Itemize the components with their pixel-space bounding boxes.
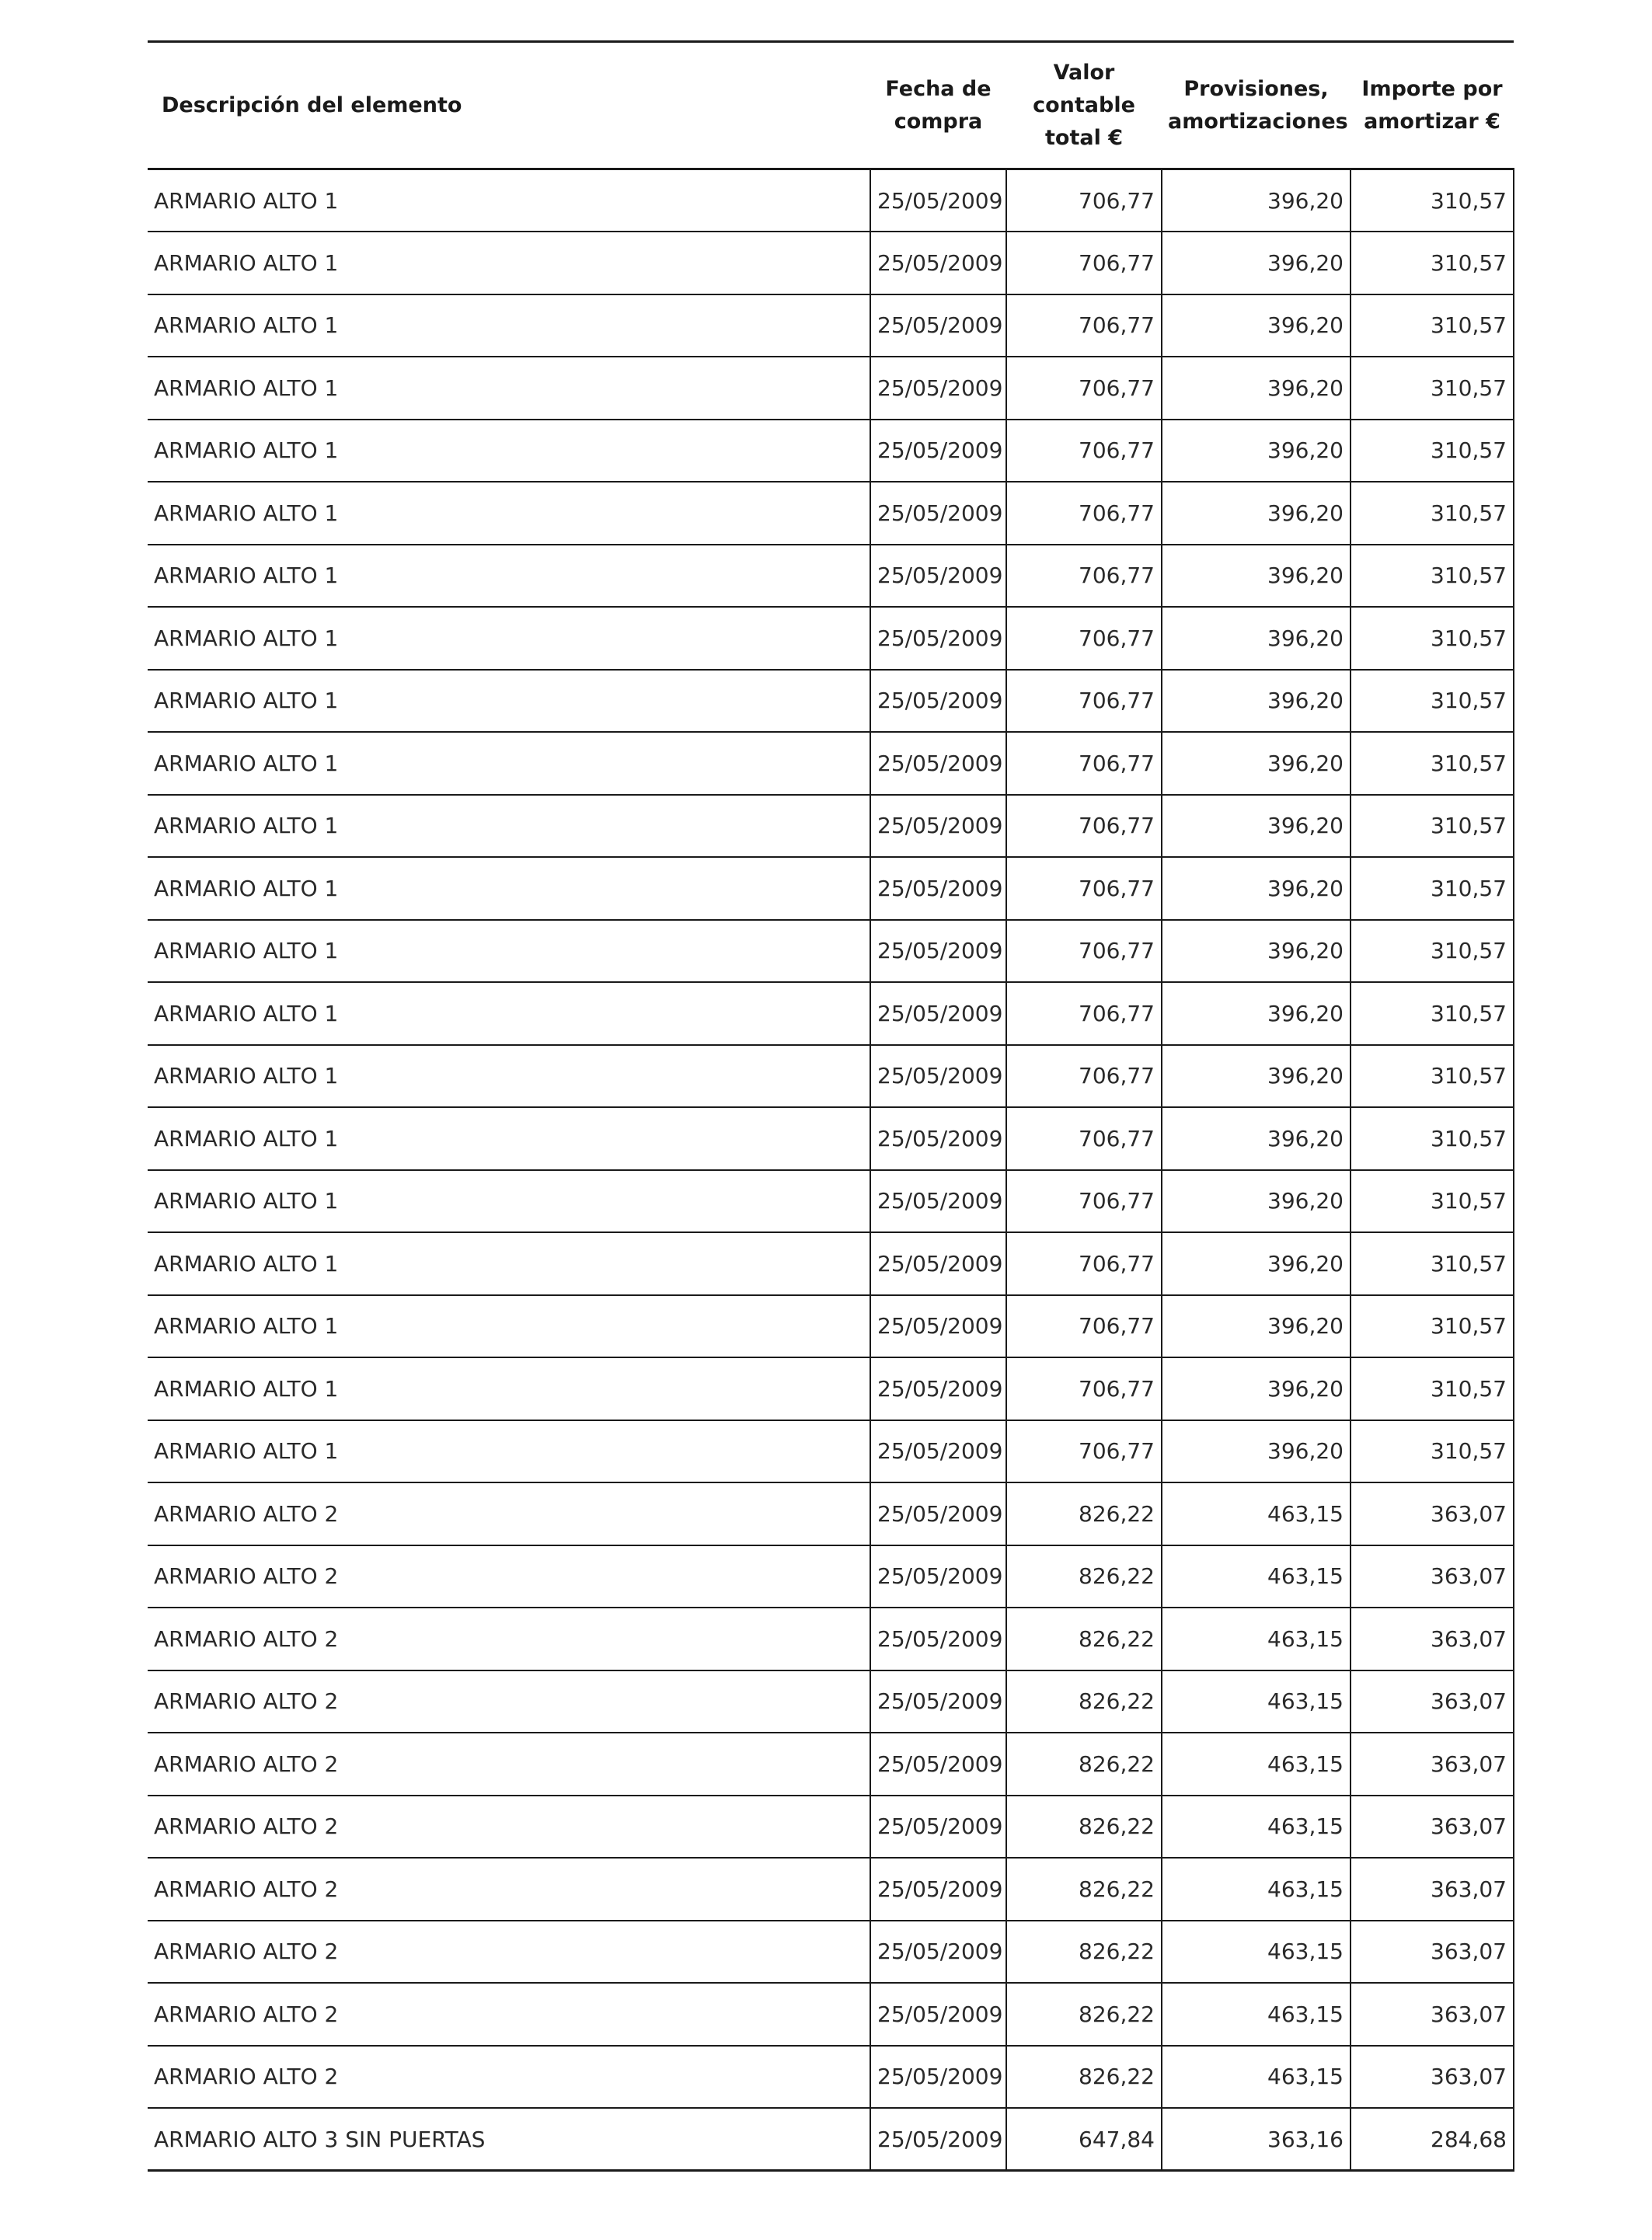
table-row — [148, 294, 1514, 357]
cell-provisiones: 396,20 — [1162, 1420, 1351, 1483]
cell-descripcion: ARMARIO ALTO 2 — [148, 1983, 870, 2046]
cell-provisiones: 463,15 — [1162, 1670, 1351, 1733]
cell-valor-contable: 706,77 — [1006, 232, 1162, 294]
cell-fecha-compra: 25/05/2009 — [870, 607, 1006, 670]
cell-importe-por-amortizar: 363,07 — [1351, 1608, 1514, 1670]
table-row — [148, 1858, 1514, 1921]
table-header — [148, 42, 1514, 169]
cell-valor-contable: 826,22 — [1006, 1545, 1162, 1608]
cell-descripcion: ARMARIO ALTO 1 — [148, 1045, 870, 1108]
header-valor-line-3: total € — [1044, 125, 1124, 150]
cell-fecha-compra: 25/05/2009 — [870, 1357, 1006, 1420]
cell-importe-por-amortizar: 310,57 — [1351, 1357, 1514, 1420]
cell-fecha-compra: 25/05/2009 — [870, 982, 1006, 1045]
cell-valor-contable: 706,77 — [1006, 732, 1162, 795]
cell-fecha-compra: 25/05/2009 — [870, 2108, 1006, 2171]
cell-provisiones: 463,15 — [1162, 1921, 1351, 1984]
cell-valor-contable: 826,22 — [1006, 1608, 1162, 1670]
cell-importe-por-amortizar: 363,07 — [1351, 2046, 1514, 2109]
cell-importe-por-amortizar: 363,07 — [1351, 1545, 1514, 1608]
cell-importe-por-amortizar: 310,57 — [1351, 857, 1514, 920]
cell-valor-contable: 826,22 — [1006, 1921, 1162, 1984]
table-body — [148, 169, 1514, 2171]
header-valor-line-2: contable — [1033, 92, 1135, 117]
cell-descripcion: ARMARIO ALTO 1 — [148, 857, 870, 920]
cell-importe-por-amortizar: 310,57 — [1351, 920, 1514, 983]
cell-importe-por-amortizar: 310,57 — [1351, 482, 1514, 545]
cell-provisiones: 463,15 — [1162, 1796, 1351, 1859]
cell-fecha-compra: 25/05/2009 — [870, 1921, 1006, 1984]
cell-provisiones: 396,20 — [1162, 357, 1351, 420]
cell-importe-por-amortizar: 310,57 — [1351, 1295, 1514, 1358]
cell-provisiones: 396,20 — [1162, 420, 1351, 482]
cell-descripcion: ARMARIO ALTO 2 — [148, 1670, 870, 1733]
cell-valor-contable: 826,22 — [1006, 2046, 1162, 2109]
cell-fecha-compra: 25/05/2009 — [870, 1170, 1006, 1233]
cell-descripcion: ARMARIO ALTO 1 — [148, 670, 870, 733]
cell-importe-por-amortizar: 363,07 — [1351, 1670, 1514, 1733]
cell-descripcion: ARMARIO ALTO 1 — [148, 294, 870, 357]
cell-descripcion: ARMARIO ALTO 1 — [148, 1170, 870, 1233]
cell-fecha-compra: 25/05/2009 — [870, 232, 1006, 294]
cell-provisiones: 396,20 — [1162, 670, 1351, 733]
table-row — [148, 420, 1514, 482]
table-row — [148, 732, 1514, 795]
cell-descripcion: ARMARIO ALTO 1 — [148, 982, 870, 1045]
cell-valor-contable: 706,77 — [1006, 982, 1162, 1045]
cell-fecha-compra: 25/05/2009 — [870, 2046, 1006, 2109]
cell-importe-por-amortizar: 310,57 — [1351, 795, 1514, 858]
cell-importe-por-amortizar: 310,57 — [1351, 357, 1514, 420]
cell-fecha-compra: 25/05/2009 — [870, 294, 1006, 357]
cell-provisiones: 396,20 — [1162, 982, 1351, 1045]
cell-valor-contable: 826,22 — [1006, 1482, 1162, 1545]
table-row — [148, 670, 1514, 733]
cell-importe-por-amortizar: 310,57 — [1351, 294, 1514, 357]
cell-fecha-compra: 25/05/2009 — [870, 1983, 1006, 2046]
cell-importe-por-amortizar: 310,57 — [1351, 420, 1514, 482]
cell-fecha-compra: 25/05/2009 — [870, 1107, 1006, 1170]
cell-valor-contable: 706,77 — [1006, 1045, 1162, 1108]
cell-valor-contable: 706,77 — [1006, 1295, 1162, 1358]
cell-importe-por-amortizar: 310,57 — [1351, 1420, 1514, 1483]
table-row — [148, 1232, 1514, 1295]
header-fecha-line-1: Fecha de — [885, 76, 992, 101]
cell-fecha-compra: 25/05/2009 — [870, 1670, 1006, 1733]
cell-valor-contable: 706,77 — [1006, 482, 1162, 545]
cell-descripcion: ARMARIO ALTO 2 — [148, 1733, 870, 1796]
cell-fecha-compra: 25/05/2009 — [870, 1608, 1006, 1670]
header-importe — [1351, 42, 1514, 169]
cell-provisiones: 396,20 — [1162, 1170, 1351, 1233]
cell-descripcion: ARMARIO ALTO 1 — [148, 357, 870, 420]
cell-provisiones: 363,16 — [1162, 2108, 1351, 2171]
cell-valor-contable: 706,77 — [1006, 1232, 1162, 1295]
cell-importe-por-amortizar: 363,07 — [1351, 1733, 1514, 1796]
cell-importe-por-amortizar: 363,07 — [1351, 1921, 1514, 1984]
table-row — [148, 1045, 1514, 1108]
cell-importe-por-amortizar: 310,57 — [1351, 670, 1514, 733]
cell-descripcion: ARMARIO ALTO 2 — [148, 1482, 870, 1545]
table-row — [148, 1170, 1514, 1233]
cell-valor-contable: 826,22 — [1006, 1670, 1162, 1733]
cell-descripcion: ARMARIO ALTO 1 — [148, 1357, 870, 1420]
cell-provisiones: 396,20 — [1162, 1357, 1351, 1420]
cell-descripcion: ARMARIO ALTO 1 — [148, 1232, 870, 1295]
cell-fecha-compra: 25/05/2009 — [870, 420, 1006, 482]
cell-importe-por-amortizar: 363,07 — [1351, 1482, 1514, 1545]
cell-descripcion: ARMARIO ALTO 2 — [148, 1545, 870, 1608]
cell-importe-por-amortizar: 310,57 — [1351, 1045, 1514, 1108]
table-row — [148, 2046, 1514, 2109]
cell-provisiones: 396,20 — [1162, 1107, 1351, 1170]
cell-valor-contable: 706,77 — [1006, 1357, 1162, 1420]
cell-provisiones: 463,15 — [1162, 1545, 1351, 1608]
cell-importe-por-amortizar: 310,57 — [1351, 607, 1514, 670]
cell-provisiones: 396,20 — [1162, 732, 1351, 795]
cell-importe-por-amortizar: 284,68 — [1351, 2108, 1514, 2171]
table-row — [148, 920, 1514, 983]
header-provisiones-line-2: amortizaciones — [1168, 109, 1348, 134]
cell-descripcion: ARMARIO ALTO 2 — [148, 1608, 870, 1670]
cell-fecha-compra: 25/05/2009 — [870, 1420, 1006, 1483]
table-row — [148, 1545, 1514, 1608]
cell-provisiones: 396,20 — [1162, 294, 1351, 357]
header-importe-line-1: Importe por — [1361, 76, 1503, 101]
cell-importe-por-amortizar: 310,57 — [1351, 545, 1514, 608]
cell-descripcion: ARMARIO ALTO 1 — [148, 795, 870, 858]
cell-provisiones: 396,20 — [1162, 232, 1351, 294]
header-provisiones-line-1: Provisiones, — [1183, 76, 1329, 101]
asset-table — [148, 40, 1514, 2172]
table-row — [148, 857, 1514, 920]
cell-fecha-compra: 25/05/2009 — [870, 1482, 1006, 1545]
cell-importe-por-amortizar: 310,57 — [1351, 732, 1514, 795]
cell-valor-contable: 706,77 — [1006, 795, 1162, 858]
header-descripcion-text: Descripción del elemento — [162, 92, 462, 117]
header-valor-line-1: Valor — [1053, 60, 1115, 85]
cell-fecha-compra: 25/05/2009 — [870, 1796, 1006, 1859]
cell-fecha-compra: 25/05/2009 — [870, 169, 1006, 232]
header-provisiones — [1162, 42, 1351, 169]
header-valor — [1006, 42, 1162, 169]
table-row — [148, 1670, 1514, 1733]
table-row — [148, 482, 1514, 545]
cell-provisiones: 396,20 — [1162, 1045, 1351, 1108]
cell-descripcion: ARMARIO ALTO 3 SIN PUERTAS — [148, 2108, 870, 2171]
cell-descripcion: ARMARIO ALTO 1 — [148, 1107, 870, 1170]
cell-descripcion: ARMARIO ALTO 2 — [148, 1858, 870, 1921]
cell-valor-contable: 706,77 — [1006, 294, 1162, 357]
cell-fecha-compra: 25/05/2009 — [870, 1858, 1006, 1921]
cell-descripcion: ARMARIO ALTO 2 — [148, 1921, 870, 1984]
cell-provisiones: 396,20 — [1162, 857, 1351, 920]
table-row — [148, 1796, 1514, 1859]
cell-importe-por-amortizar: 363,07 — [1351, 1796, 1514, 1859]
cell-fecha-compra: 25/05/2009 — [870, 357, 1006, 420]
cell-descripcion: ARMARIO ALTO 1 — [148, 920, 870, 983]
table-row — [148, 545, 1514, 608]
table-row — [148, 232, 1514, 294]
cell-provisiones: 396,20 — [1162, 169, 1351, 232]
cell-importe-por-amortizar: 310,57 — [1351, 982, 1514, 1045]
table-row — [148, 1357, 1514, 1420]
cell-fecha-compra: 25/05/2009 — [870, 1295, 1006, 1358]
cell-fecha-compra: 25/05/2009 — [870, 732, 1006, 795]
cell-provisiones: 463,15 — [1162, 1608, 1351, 1670]
cell-descripcion: ARMARIO ALTO 1 — [148, 169, 870, 232]
table-row — [148, 1983, 1514, 2046]
cell-valor-contable: 706,77 — [1006, 1107, 1162, 1170]
cell-provisiones: 396,20 — [1162, 1295, 1351, 1358]
cell-fecha-compra: 25/05/2009 — [870, 1232, 1006, 1295]
cell-valor-contable: 706,77 — [1006, 920, 1162, 983]
table-row — [148, 2108, 1514, 2171]
table-row — [148, 795, 1514, 858]
cell-valor-contable: 826,22 — [1006, 1983, 1162, 2046]
cell-provisiones: 396,20 — [1162, 545, 1351, 608]
cell-descripcion: ARMARIO ALTO 1 — [148, 732, 870, 795]
table-row — [148, 1921, 1514, 1984]
table-row — [148, 607, 1514, 670]
cell-descripcion: ARMARIO ALTO 1 — [148, 545, 870, 608]
cell-fecha-compra: 25/05/2009 — [870, 1045, 1006, 1108]
header-row — [148, 42, 1514, 169]
table-row — [148, 1733, 1514, 1796]
cell-valor-contable: 706,77 — [1006, 1420, 1162, 1483]
cell-provisiones: 396,20 — [1162, 795, 1351, 858]
table-row — [148, 357, 1514, 420]
cell-descripcion: ARMARIO ALTO 1 — [148, 482, 870, 545]
cell-descripcion: ARMARIO ALTO 2 — [148, 2046, 870, 2109]
header-importe-line-2: amortizar € — [1364, 109, 1500, 134]
cell-valor-contable: 826,22 — [1006, 1858, 1162, 1921]
table-row — [148, 169, 1514, 232]
cell-provisiones: 463,15 — [1162, 1983, 1351, 2046]
cell-importe-por-amortizar: 310,57 — [1351, 232, 1514, 294]
cell-importe-por-amortizar: 310,57 — [1351, 169, 1514, 232]
table-row — [148, 1107, 1514, 1170]
cell-valor-contable: 706,77 — [1006, 1170, 1162, 1233]
cell-provisiones: 396,20 — [1162, 482, 1351, 545]
cell-provisiones: 463,15 — [1162, 1482, 1351, 1545]
table-row — [148, 1608, 1514, 1670]
cell-valor-contable: 647,84 — [1006, 2108, 1162, 2171]
cell-descripcion: ARMARIO ALTO 1 — [148, 1420, 870, 1483]
cell-descripcion: ARMARIO ALTO 1 — [148, 607, 870, 670]
cell-descripcion: ARMARIO ALTO 1 — [148, 1295, 870, 1358]
cell-valor-contable: 706,77 — [1006, 357, 1162, 420]
cell-provisiones: 396,20 — [1162, 920, 1351, 983]
cell-fecha-compra: 25/05/2009 — [870, 545, 1006, 608]
cell-valor-contable: 706,77 — [1006, 607, 1162, 670]
cell-descripcion: ARMARIO ALTO 1 — [148, 232, 870, 294]
cell-importe-por-amortizar: 310,57 — [1351, 1107, 1514, 1170]
cell-descripcion: ARMARIO ALTO 1 — [148, 420, 870, 482]
header-descripcion — [148, 42, 870, 169]
cell-fecha-compra: 25/05/2009 — [870, 795, 1006, 858]
table-row — [148, 1482, 1514, 1545]
cell-valor-contable: 826,22 — [1006, 1733, 1162, 1796]
cell-valor-contable: 706,77 — [1006, 420, 1162, 482]
cell-importe-por-amortizar: 310,57 — [1351, 1170, 1514, 1233]
cell-fecha-compra: 25/05/2009 — [870, 1545, 1006, 1608]
cell-provisiones: 463,15 — [1162, 1733, 1351, 1796]
header-fecha-line-2: compra — [894, 109, 983, 134]
cell-importe-por-amortizar: 363,07 — [1351, 1858, 1514, 1921]
header-fecha — [870, 42, 1006, 169]
cell-provisiones: 463,15 — [1162, 1858, 1351, 1921]
cell-fecha-compra: 25/05/2009 — [870, 857, 1006, 920]
cell-valor-contable: 826,22 — [1006, 1796, 1162, 1859]
cell-descripcion: ARMARIO ALTO 2 — [148, 1796, 870, 1859]
cell-valor-contable: 706,77 — [1006, 670, 1162, 733]
cell-provisiones: 396,20 — [1162, 1232, 1351, 1295]
cell-provisiones: 396,20 — [1162, 607, 1351, 670]
cell-valor-contable: 706,77 — [1006, 545, 1162, 608]
table-row — [148, 1295, 1514, 1358]
cell-importe-por-amortizar: 363,07 — [1351, 1983, 1514, 2046]
cell-valor-contable: 706,77 — [1006, 857, 1162, 920]
cell-provisiones: 463,15 — [1162, 2046, 1351, 2109]
cell-valor-contable: 706,77 — [1006, 169, 1162, 232]
cell-fecha-compra: 25/05/2009 — [870, 1733, 1006, 1796]
cell-fecha-compra: 25/05/2009 — [870, 482, 1006, 545]
table-row — [148, 982, 1514, 1045]
cell-importe-por-amortizar: 310,57 — [1351, 1232, 1514, 1295]
table-row — [148, 1420, 1514, 1483]
cell-fecha-compra: 25/05/2009 — [870, 920, 1006, 983]
cell-fecha-compra: 25/05/2009 — [870, 670, 1006, 733]
